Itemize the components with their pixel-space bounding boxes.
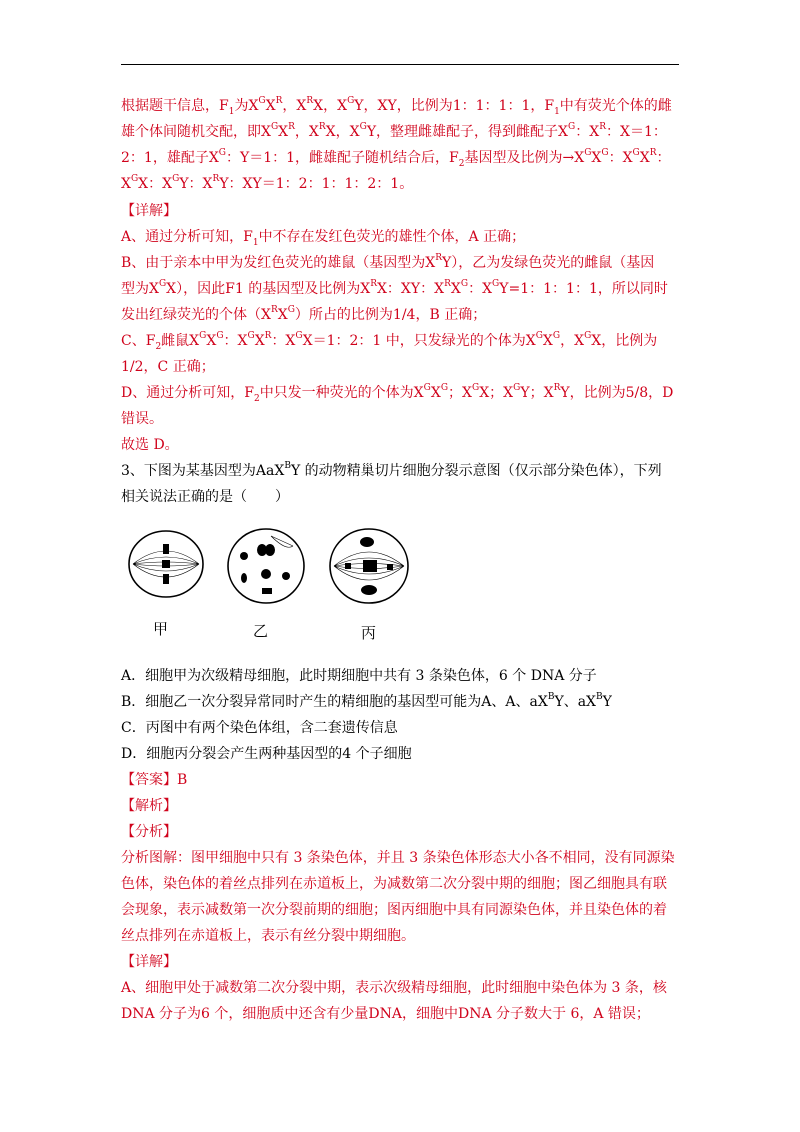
- detail-label-1: 【详解】: [121, 203, 177, 219]
- jiexi-label: 【解析】: [121, 798, 177, 814]
- question-3-option-c: C．丙图中有两个染色体组，含二套遗传信息: [121, 720, 398, 736]
- detail-1-option-c-line-1: C、$F_2$雌鼠$X^GX^G$：$X^GX^R$：$X^GX=1$：2：1 中，只发绿光的个体为$X^GX^G$，$X^GX$，比例为: [121, 331, 658, 352]
- figure-label-yi: 乙: [253, 622, 269, 640]
- detail-1-option-b-line-3: 发出红绿荧光的个体$(X^RX^G)$所占的比例为1/4，B 正确；: [121, 305, 487, 323]
- analysis-line-3: 2：1，雄配子$X^G$：Y＝1：1，雌雄配子随机结合后，$F_2$基因型及比例为$\to X^GX^G$：$X^GX^R$：: [121, 148, 671, 169]
- cell-diagrams: [125, 520, 425, 640]
- question-3-stem-line-2: 相关说法正确的是（ ）: [121, 489, 289, 505]
- question-3-option-a: A．细胞甲为次级精母细胞，此时期细胞中共有 3 条染色体，6 个 DNA 分子: [121, 668, 597, 684]
- detail-1-option-d-line-1: D、通过分析可知，$F_2$中只发一种荧光的个体为$X^GX^G$；$X^GX$；$X^GY$；$X^RY$，比例为5/8，D: [121, 383, 674, 404]
- fenxi-line-3: 会现象，表示减数第一次分裂前期的细胞；图丙细胞中具有同源染色体，并且染色体的着: [121, 902, 667, 918]
- detail-1-option-a: A、通过分析可知，$F_1$中不存在发红色荧光的雄性个体，A 正确；: [121, 229, 526, 248]
- figure-label-jia: 甲: [153, 620, 169, 638]
- detail-1-option-b-line-1: B、由于亲本中甲为发红色荧光的雄鼠（基因型为$X^RY$），乙为发绿色荧光的雌鼠（基因: [121, 253, 655, 271]
- detail-1-conclusion: 故选 D。: [121, 437, 179, 453]
- detail-2-line-1: A、细胞甲处于减数第二次分裂中期，表示次级精母细胞，此时细胞中染色体为 3 条，核: [121, 980, 667, 996]
- detail-2-line-2: DNA 分子为6 个，细胞质中还含有少量DNA，细胞中DNA 分子数大于 6，A 错误；: [121, 1006, 650, 1022]
- detail-label-2: 【详解】: [121, 954, 177, 970]
- fenxi-label: 【分析】: [121, 824, 177, 840]
- figure-label-bing: 丙: [361, 624, 377, 642]
- fenxi-line-1: 分析图解：图甲细胞中只有 3 条染色体，并且 3 条染色体形态大小各不相同，没有同源染: [121, 850, 675, 866]
- question-3-option-b: B．细胞乙一次分裂异常同时产生的精细胞的基因型可能为A、A、$aX^BY$、$aX^BY$: [121, 692, 612, 710]
- analysis-line-4: $X^GX$：$X^GY$：$X^RY$：XY＝1：2：1：1：2：1。: [121, 174, 414, 192]
- detail-1-option-c-line-2: 1/2，C 正确；: [121, 359, 215, 375]
- analysis-line-1: 根据题干信息，$F_1$为$X^GX^R$，$X^RX$，$X^GY$，XY，比例为1：1：1：1，$F_1$中有荧光个体的雌: [121, 96, 672, 117]
- fenxi-line-4: 丝点排列在赤道板上，表示有丝分裂中期细胞。: [121, 928, 415, 944]
- fenxi-line-2: 色体，染色体的着丝点排列在赤道板上，为减数第二次分裂中期的细胞；图乙细胞具有联: [121, 876, 667, 892]
- cell-yi: [228, 529, 304, 603]
- detail-1-option-b-line-2: 型为$X^GX$），因此F1 的基因型及比例为$X^RX$：XY：$X^RX^G$：$X^GY=1$：1：1：1，所以同时: [121, 279, 668, 297]
- question-3-stem-line-1: 3、下图为某基因型为AaX$^B$Y 的动物精巢切片细胞分裂示意图（仅示部分染色体），下列: [121, 461, 662, 479]
- detail-1-option-d-line-2: 错误。: [121, 411, 163, 427]
- cell-jia: [129, 531, 203, 597]
- cell-division-figure: [125, 520, 425, 640]
- answer: 【答案】B: [121, 772, 188, 788]
- header-rule: [121, 64, 679, 65]
- analysis-line-2: 雄个体间随机交配，即$X^GX^R$，$X^RX$，$X^GY$，整理雌雄配子，得到雌配子$X^G$：$X^R$：X＝1：: [121, 122, 667, 140]
- question-3-option-d: D．细胞丙分裂会产生两种基因型的4 个子细胞: [121, 746, 412, 762]
- cell-bing: [330, 529, 408, 603]
